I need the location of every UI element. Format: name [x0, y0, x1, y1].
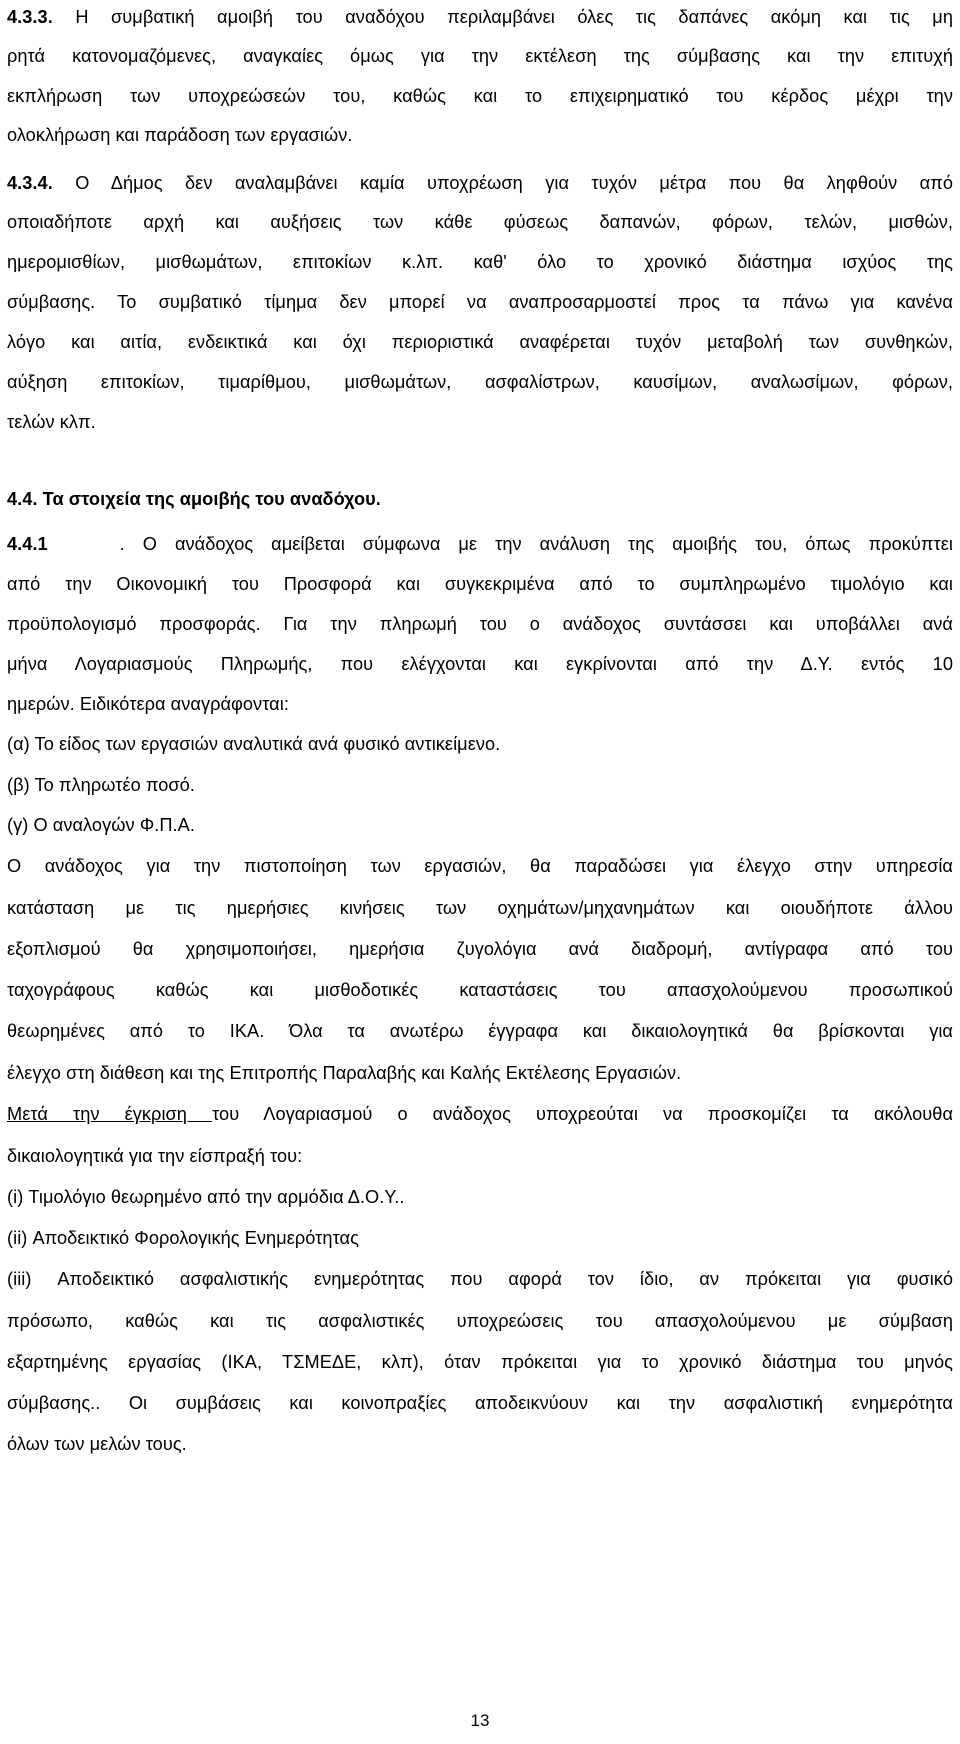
text-line: ημερομισθίων, μισθωμάτων, επιτοκίων κ.λπ. καθ' όλο το χρονικό διάστημα ισχύος της — [7, 252, 953, 272]
text-line: 4.4.1 . Ο ανάδοχος αμείβεται σύμφωνα με την ανάλυση της αμοιβής του, όπως προκύπτει — [7, 534, 953, 554]
clause-number: 4.3.3. — [7, 7, 53, 27]
list-item: (γ) Ο αναλογών Φ.Π.Α. — [7, 815, 195, 835]
text-line: Ο ανάδοχος για την πιστοποίηση των εργασιών, θα παραδώσει για έλεγχο στην υπηρεσία — [7, 856, 953, 876]
text-line: έλεγχο στη διάθεση και της Επιτροπής Παραλαβής και Καλής Εκτέλεσης Εργασιών. — [7, 1063, 682, 1083]
text-line: σύμβασης. Το συμβατικό τίμημα δεν μπορεί να αναπροσαρμοστεί προς τα πάνω για κανένα — [7, 292, 953, 312]
text-line: θεωρημένες από το ΙΚΑ. Όλα τα ανωτέρω έγγραφα και δικαιολογητικά θα βρίσκονται για — [7, 1021, 953, 1041]
list-item: (α) Το είδος των εργασιών αναλυτικά ανά φυσικό αντικείμενο. — [7, 734, 501, 754]
text-line: λόγο και αιτία, ενδεικτικά και όχι περιοριστικά αναφέρεται τυχόν μεταβολή των συνθηκών, — [7, 332, 953, 352]
text-line: όλων των μελών τους. — [7, 1434, 187, 1454]
list-item: (i) Τιμολόγιο θεωρημένο από την αρμόδια Δ.Ο.Υ.. — [7, 1187, 405, 1207]
list-item: (ii) Αποδεικτικό Φορολογικής Ενημερότητας — [7, 1228, 359, 1248]
text-line: αύξηση επιτοκίων, τιμαρίθμου, μισθωμάτων, ασφαλίστρων, καυσίμων, αναλωσίμων, φόρων, — [7, 372, 953, 392]
text-line: 4.3.3. Η συμβατική αμοιβή του αναδόχου περιλαμβάνει όλες τις δαπάνες ακόμη και τις μη — [7, 7, 953, 27]
text-line: από την Οικονομική του Προσφορά και συγκεκριμένα από το συμπληρωμένο τιμολόγιο και — [7, 574, 953, 594]
text-line: τελών κλπ. — [7, 412, 96, 432]
text-line: προϋπολογισμό προσφοράς. Για την πληρωμή του ο ανάδοχος συντάσσει και υποβάλλει ανά — [7, 614, 953, 634]
list-item: (iii) Αποδεικτικό ασφαλιστικής ενημερότητας που αφορά τον ίδιο, αν πρόκειται για φυσικό — [7, 1269, 953, 1289]
text-line: εξαρτημένης εργασίας (ΙΚΑ, ΤΣΜΕΔΕ, κλπ), όταν πρόκειται για το χρονικό διάστημα του μηνός — [7, 1352, 953, 1372]
text-line: κατάσταση με τις ημερήσιες κινήσεις των οχημάτων/μηχανημάτων και οιουδήποτε άλλου — [7, 898, 953, 918]
text-line: μήνα Λογαριασμούς Πληρωμής, που ελέγχονται και εγκρίνονται από την Δ.Υ. εντός 10 — [7, 654, 953, 674]
text-line: 4.3.4. Ο Δήμος δεν αναλαμβάνει καμία υποχρέωση για τυχόν μέτρα που θα ληφθούν από — [7, 173, 953, 193]
text-line: Μετά την έγκριση του Λογαριασμού ο ανάδοχος υποχρεούται να προσκομίζει τα ακόλουθα — [7, 1104, 954, 1124]
page-number: 13 — [470, 1711, 490, 1730]
text-line: δικαιολογητικά για την είσπραξή του: — [7, 1146, 303, 1166]
list-item: (β) Το πληρωτέο ποσό. — [7, 775, 195, 795]
text-line: ολοκλήρωση και παράδοση των εργασιών. — [7, 125, 353, 145]
section-heading: 4.4. Τα στοιχεία της αμοιβής του αναδόχου. — [7, 489, 381, 509]
text-line: εξοπλισμού θα χρησιμοποιήσει, ημερήσια ζυγολόγια ανά διαδρομή, αντίγραφα από του — [7, 939, 953, 959]
underlined-phrase: Μετά την έγκριση — [7, 1104, 213, 1124]
text-line: ρητά κατονομαζόμενες, αναγκαίες όμως για την εκτέλεση της σύμβασης και την επιτυχή — [7, 46, 953, 66]
text-line: οποιαδήποτε αρχή και αυξήσεις των κάθε φύσεως δαπανών, φόρων, τελών, μισθών, — [7, 212, 953, 232]
text-line: ταχογράφους καθώς και μισθοδοτικές καταστάσεις του απασχολούμενου προσωπικού — [7, 980, 953, 1000]
text-line: πρόσωπο, καθώς και τις ασφαλιστικές υποχρεώσεις του απασχολούμενου με σύμβαση — [7, 1311, 953, 1331]
text-line: εκπλήρωση των υποχρεώσεών του, καθώς και το επιχειρηματικό του κέρδος μέχρι την — [7, 86, 953, 106]
clause-number: 4.3.4. — [7, 173, 53, 193]
text-line: σύμβασης.. Οι συμβάσεις και κοινοπραξίες αποδεικνύουν και την ασφαλιστική ενημερότητα — [7, 1393, 953, 1413]
clause-number: 4.4.1 — [7, 534, 48, 554]
text-line: ημερών. Ειδικότερα αναγράφονται: — [7, 694, 289, 714]
